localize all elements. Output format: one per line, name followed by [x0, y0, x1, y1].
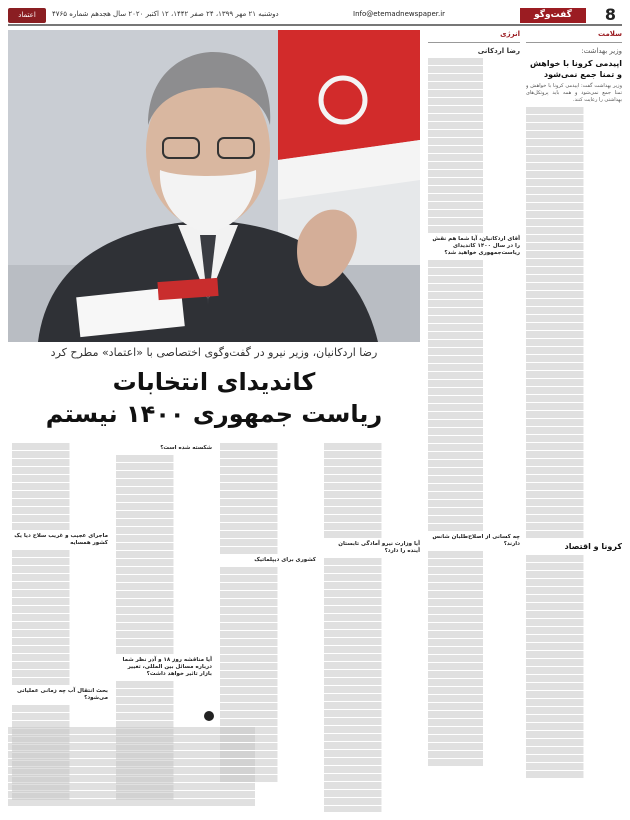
text-filler [526, 555, 622, 778]
question-heading: کشوری برای دیپلماتیک [254, 557, 316, 563]
question-heading: آیا مناقشه روز ۱۸ و آذر نظر شما درباره مسائل بین المللی، تغییر بازار تاثیر خواهد داشت؟ [122, 657, 212, 677]
question-heading: بحث انتقال آب چه زمانی عملیاتی می‌شود؟ [16, 688, 108, 701]
minister-portrait-illustration [8, 30, 420, 342]
question-heading: آیا وزارت نیرو آمادگی تابستان آینده را دارد؟ [338, 541, 420, 554]
text-filler [526, 107, 622, 538]
lead-filler [8, 726, 420, 807]
article-body: وزیر بهداشت گفت: اپیدمی کرونا با خواهش و تمنا جمع نمی‌شود و همه باید پروتکل‌های بهداشتی را رعایت کنند. [526, 83, 622, 103]
question-heading: آقای اردکانیان، آیا شما هم نقش را در سال ۱۴۰۰ کاندیدای ریاست‌جمهوری خواهید شد؟ [432, 236, 520, 256]
text-filler [428, 260, 520, 531]
portrait-photo [8, 30, 420, 342]
dateline: دوشنبه ۲۱ مهر ۱۳۹۹، ۲۴ صفر ۱۴۴۲، ۱۲ اکتبر ۲۰۲۰ سال هجدهم شماره ۴۷۶۵ [52, 10, 279, 18]
byline: رضا اردکانی [477, 47, 520, 55]
headline-line-2: ریاست جمهوری ۱۴۰۰ نیستم [45, 400, 383, 428]
text-filler [428, 58, 520, 233]
article-subtitle: کرونا و اقتصاد [564, 542, 622, 551]
headline-line-1: کاندیدای انتخابات [112, 368, 316, 396]
question-heading: شکسته شده است؟ [160, 445, 212, 451]
masthead-bar [8, 5, 622, 26]
article-title: اپیدمی کرونا با خواهش و تمنا جمع نمی‌شود [529, 59, 622, 79]
newspaper-logo: اعتماد [8, 8, 46, 23]
side-column-health [526, 28, 622, 812]
section-tag-energy: انرژی [500, 30, 520, 38]
divider [526, 42, 622, 43]
side-column-energy [428, 28, 520, 812]
article-kicker: رضا اردکانیان، وزیر نیرو در گفت‌وگوی اختصاصی با «اعتماد» مطرح کرد [50, 346, 378, 359]
article-lead [8, 716, 420, 812]
question-heading: ماجرای عجیب و غریب سلاح دیا یک کشور همسایه [14, 533, 108, 546]
section-tag-health: سلامت [598, 30, 622, 38]
email-link[interactable]: Info@etemadnewspaper.ir [353, 10, 446, 18]
article-subhead: وزیر بهداشت: [581, 47, 622, 55]
section-label: گفت‌وگو [520, 8, 586, 23]
question-heading: چه کسانی از اصلاح‌طلبان شانس دارند؟ [432, 534, 520, 547]
lead-marker-icon [204, 711, 214, 721]
divider [428, 42, 520, 43]
article-headline [8, 366, 420, 430]
text-filler [428, 551, 520, 766]
page-number: 8 [604, 5, 616, 24]
